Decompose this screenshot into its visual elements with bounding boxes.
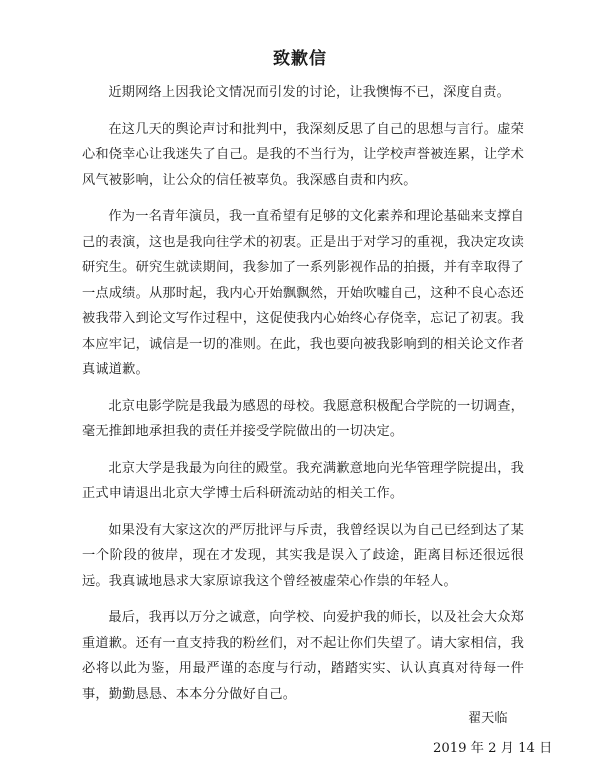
paragraph-7: 最后，我再以万分之诚意，向学校、向爱护我的师长，以及社会大众郑重道歉。还有一直支持我的粉丝们，对不起让你们失望了。请大家相信，我必将以此为鉴，用最严谨的态度与行动，踏踏实实、认认真真对待每一件事，勤勤恳恳、本本分分做好自己。 <box>82 610 524 702</box>
paragraph-6: 如果没有大家这次的严厉批评与斥责，我曾经误以为自己已经到达了某一个阶段的彼岸，现在才发现，其实我是误入了歧途，距离目标还很远很远。我真诚地恳求大家原谅我这个曾经被虚荣心作祟的年轻人。 <box>82 522 524 589</box>
letter-title: 致歉信 <box>273 49 327 69</box>
signature: 翟天临 <box>468 711 508 726</box>
paragraph-2: 在这几天的舆论声讨和批判中，我深刻反思了自己的思想与言行。虚荣心和侥幸心让我迷失了自己。是我的不当行为，让学校声誉被连累，让学术风气被影响，让公众的信任被辜负。我深感自责和内疚。 <box>82 121 524 188</box>
letter-body <box>82 80 524 718</box>
paragraph-1: 近期网络上因我论文情况而引发的讨论，让我懊悔不已，深度自责。 <box>108 85 511 100</box>
letter-date: 2019 年 2 月 14 日 <box>433 741 553 756</box>
paragraph-4: 北京电影学院是我最为感恩的母校。我愿意积极配合学院的一切调查，毫无推卸地承担我的责任并接受学院做出的一切决定。 <box>82 398 524 439</box>
paragraph-5: 北京大学是我最为向往的殿堂。我充满歉意地向光华管理学院提出，我正式申请退出北京大学博士后科研流动站的相关工作。 <box>82 460 524 501</box>
paragraph-3: 作为一名青年演员，我一直希望有足够的文化素养和理论基础来支撑自己的表演，这也是我向往学术的初衷。正是出于对学习的重视，我决定攻读研究生。研究生就读期间，我参加了一系列影视作品的拍摄，并有幸取得了一点成绩。从那时起，我内心开始飘飘然，开始吹嘘自己，这种不良心态还被我带入到论文写作过程中，这促使我内心始终心存侥幸，忘记了初衷。我本应牢记，诚信是一切的准则。在此，我也要向被我影响到的相关论文作者真诚道歉。 <box>82 209 524 377</box>
